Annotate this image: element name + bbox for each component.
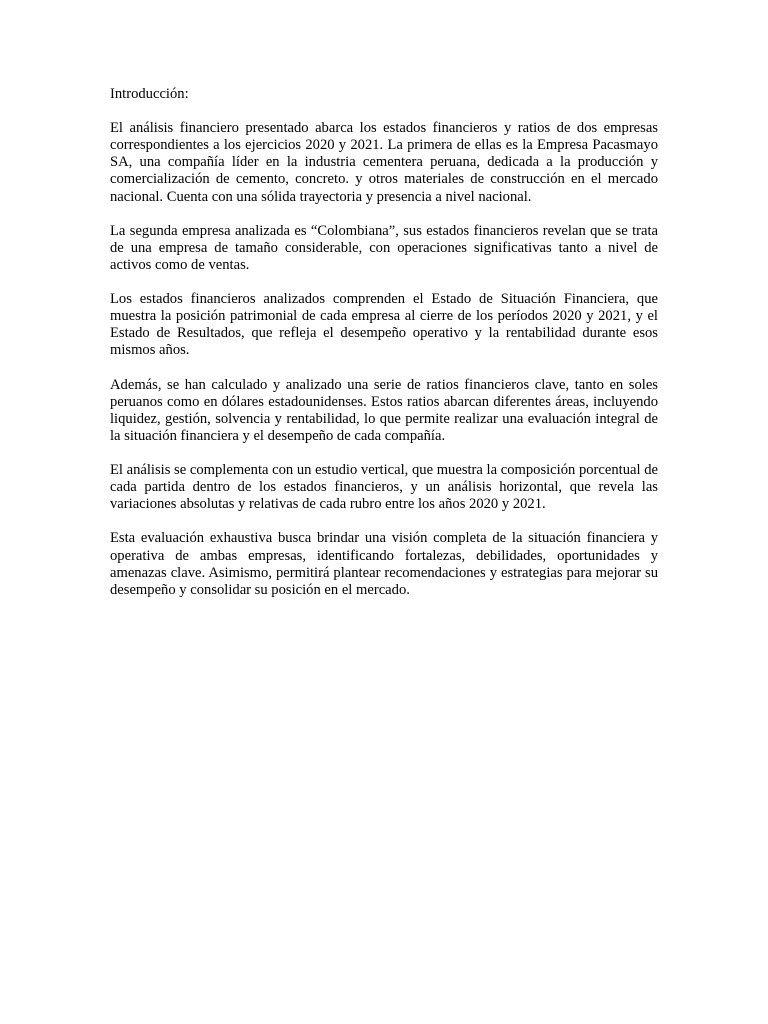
paragraph-overview: El análisis financiero presentado abarca los estados financieros y ratios de dos empresas correspondientes a los ejercicios 2020 y 2021. La primera de ellas es la Empresa Pacasmayo SA, una compañía líder en la industria cementera peruana, dedicada a la producción y comercialización de cemento, concreto. y otros materiales de construcción en el mercado nacional. Cuenta con una sólida trayectoria y presencia a nivel nacional. [110, 120, 658, 205]
paragraph-ratios: Además, se han calculado y analizado una serie de ratios financieros clave, tanto en soles peruanos como en dólares estadounidenses. Estos ratios abarcan diferentes áreas, incluyendo liquidez, gestión, solvencia y rentabilidad, lo que permite realizar una evaluación integral de la situación financiera y el desempeño de cada compañía. [110, 376, 658, 444]
paragraph-second-company: La segunda empresa analizada es “Colombiana”, sus estados financieros revelan que se trata de una empresa de tamaño considerable, con operaciones significativas tanto a nivel de activos como de ventas. [110, 222, 658, 273]
paragraph-vertical-horizontal-analysis: El análisis se complementa con un estudio vertical, que muestra la composición porcentual de cada partida dentro de los estados financieros, y un análisis horizontal, que revela las variaciones absolutas y relativas de cada rubro entre los años 2020 y 2021. [110, 462, 658, 513]
document-body [110, 86, 658, 599]
introduction-heading: Introducción: [110, 86, 189, 102]
paragraph-conclusion: Esta evaluación exhaustiva busca brindar una visión completa de la situación financiera y operativa de ambas empresas, identificando fortalezas, debilidades, oportunidades y amenazas clave. Asimismo, permitirá plantear recomendaciones y estrategias para mejorar su desempeño y consolidar su posición en el mercado. [110, 530, 658, 598]
paragraph-financial-statements: Los estados financieros analizados comprenden el Estado de Situación Financiera, que muestra la posición patrimonial de cada empresa al cierre de los períodos 2020 y 2021, y el Estado de Resultados, que refleja el desempeño operativo y la rentabilidad durante esos mismos años. [110, 291, 658, 359]
